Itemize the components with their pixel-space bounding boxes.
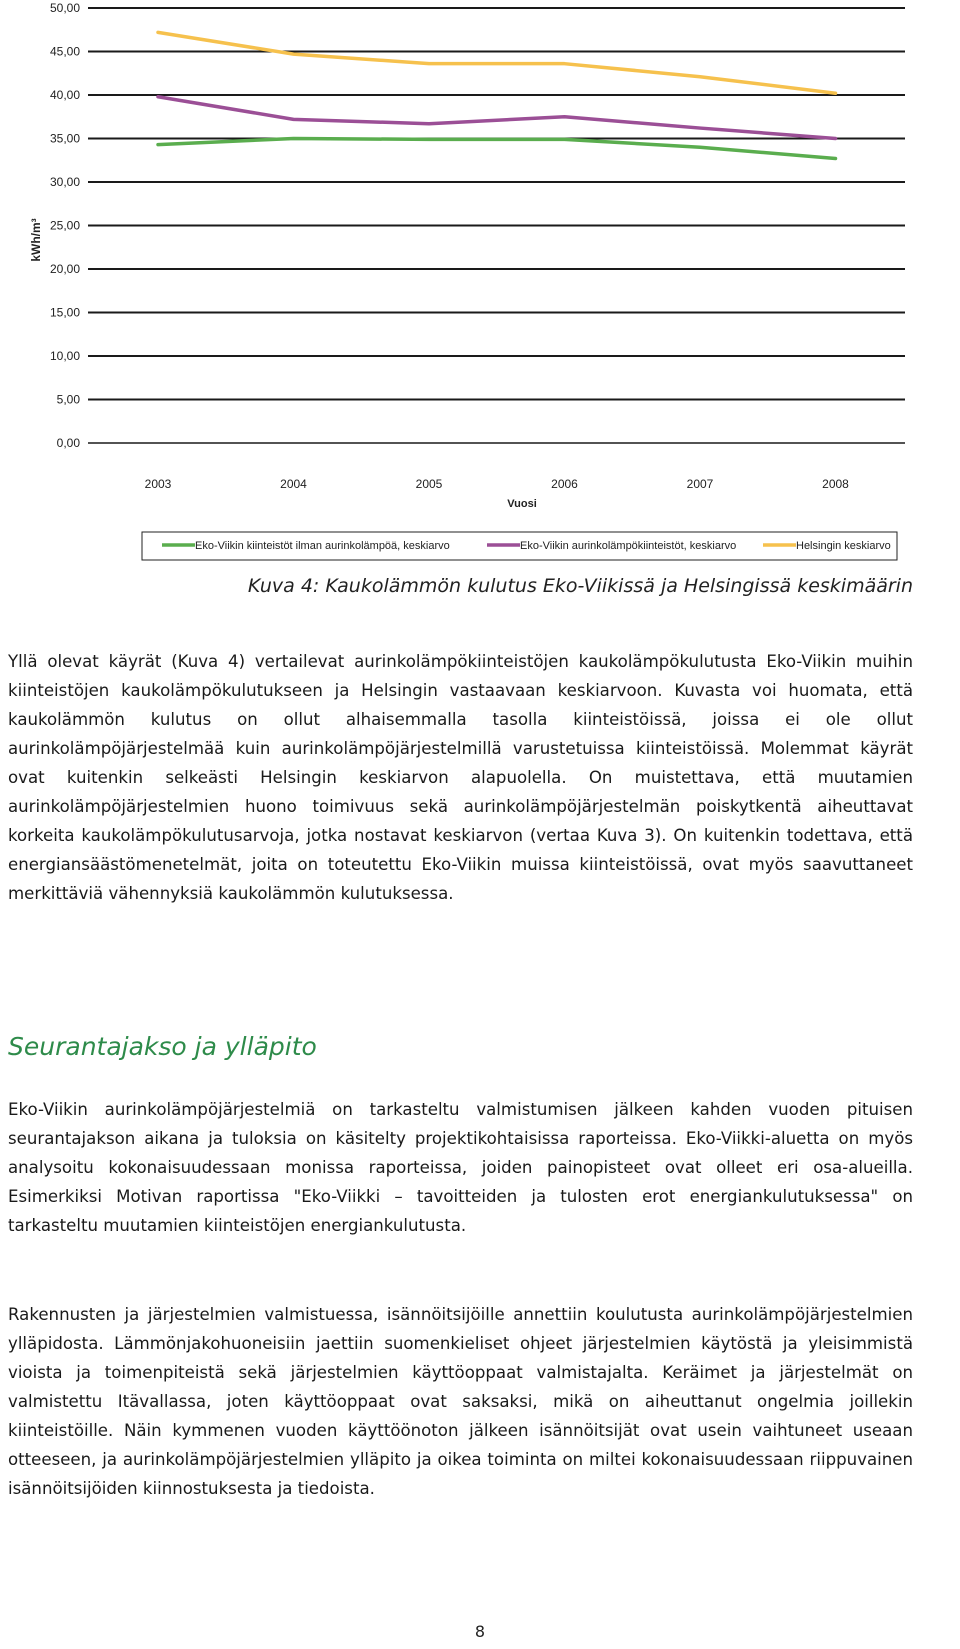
series-line — [158, 32, 836, 93]
y-tick-label: 25,00 — [49, 218, 80, 233]
body-paragraph-2: Eko-Viikin aurinkolämpöjärjestelmiä on tarkasteltu valmistumisen jälkeen kahden vuoden pituisen seurantajakson aikana ja tuloksia on käsitelty projektikohtaisissa raporteissa. Eko-Viikki-aluetta on myös analysoitu kokonaisuudessaan monissa raporteissa, joiden painopisteet ovat olleet eri osa-alueilla. Esimerkiksi Motivan raportissa "Eko-Viikki – tavoitteiden ja tulosten erot energiankulutuksessa" on tarkasteltu muutamien kiinteistöjen energiankulutusta. — [8, 1100, 913, 1235]
x-tick-label: 2003 — [144, 477, 172, 491]
series-line — [158, 97, 836, 139]
gridlines — [88, 8, 905, 443]
legend — [142, 532, 897, 560]
legend-label: Eko-Viikin kiinteistöt ilman aurinkolämpöä, keskiarvo — [195, 540, 450, 552]
figure-caption: Kuva 4: Kaukolämmön kulutus Eko-Viikissä ja Helsingissä keskimäärin — [247, 575, 913, 597]
y-axis-label: kWh/m³ — [29, 218, 43, 262]
body-paragraph-1: Yllä olevat käyrät (Kuva 4) vertailevat aurinkolämpökiinteistöjen kaukolämpökulutusta Eko-Viikin muihin kiinteistöjen kaukolämpökulutukseen ja Helsingin vastaavaan keskiarvoon. Kuvasta voi huomata, että kaukolämmön kulutus on ollut alhaisemmalla tasolla kiinteistöissä, joissa ei ole ollut aurinkolämpöjärjestelmää kuin aurinkolämpöjärjestelmillä varustetuissa kiinteistöissä. Molemmat käyrät ovat kuitenkin selkeästi Helsingin keskiarvon alapuolella. On muistettava, että muutamien aurinkolämpöjärjestelmien huono toimivuus sekä aurinkolämpöjärjestelmän poiskytkentä aiheuttavat korkeita kaukolämpökulutusarvoja, jotka nostavat keskiarvon (vertaa Kuva 3). On kuitenkin todettava, että energiansäästömenetelmät, joita on toteutettu Eko-Viikin muissa kiinteistöissä, ovat myös saavuttaneet merkittäviä vähennyksiä kaukolämmön kulutuksessa. — [8, 652, 913, 903]
x-tick-label: 2008 — [822, 477, 849, 491]
line-chart — [0, 0, 960, 570]
y-tick-label: 45,00 — [49, 44, 80, 59]
y-tick-label: 30,00 — [49, 175, 80, 189]
y-tick-label: 50,00 — [49, 1, 80, 15]
x-tick-label: 2005 — [415, 477, 443, 491]
y-tick-label: 20,00 — [49, 262, 80, 276]
y-tick-label: 35,00 — [49, 131, 80, 146]
x-tick-labels — [145, 477, 850, 491]
body-paragraph-3: Rakennusten ja järjestelmien valmistuessa, isännöitsijöille annettiin koulutusta aurinkolämpöjärjestelmien ylläpidosta. Lämmönjakohuoneisiin jaettiin suomenkieliset ohjeet järjestelmien käytöstä ja yleisimmistä vioista ja toimenpiteistä sekä järjestelmien käyttöoppaat valmistajalta. Keräimet ja järjestelmät on valmistettu Itävallassa, joten käyttöoppaat ovat saksaksi, mikä on aiheuttanut ongelmia joillekin kiinteistöille. Näin kymmenen vuoden käyttöönoton jälkeen isännöitsijät ovat usein vaihtuneet useaan otteeseen, ja aurinkolämpöjärjestelmien ylläpito ja oikea toiminta on miltei kokonaisuudessaan riippuvainen isännöitsijöiden kiinnostuksesta ja tiedoista. — [8, 1305, 913, 1498]
series-line — [158, 139, 836, 159]
x-tick-label: 2007 — [686, 477, 714, 491]
x-tick-label: 2006 — [551, 477, 578, 491]
page-number: 8 — [474, 1622, 486, 1641]
y-tick-label: 0,00 — [56, 436, 80, 450]
y-tick-label: 5,00 — [56, 392, 80, 407]
x-axis-label: Vuosi — [507, 498, 537, 510]
section-heading: Seurantajakso ja ylläpito — [8, 1032, 317, 1061]
legend-label: Eko-Viikin aurinkolämpökiinteistöt, keskiarvo — [520, 540, 737, 552]
y-tick-label: 10,00 — [49, 349, 80, 363]
y-tick-label: 15,00 — [49, 305, 80, 320]
y-tick-labels — [50, 1, 80, 450]
legend-label: Helsingin keskiarvo — [796, 540, 891, 552]
x-tick-label: 2004 — [280, 477, 307, 491]
y-tick-label: 40,00 — [49, 88, 80, 102]
